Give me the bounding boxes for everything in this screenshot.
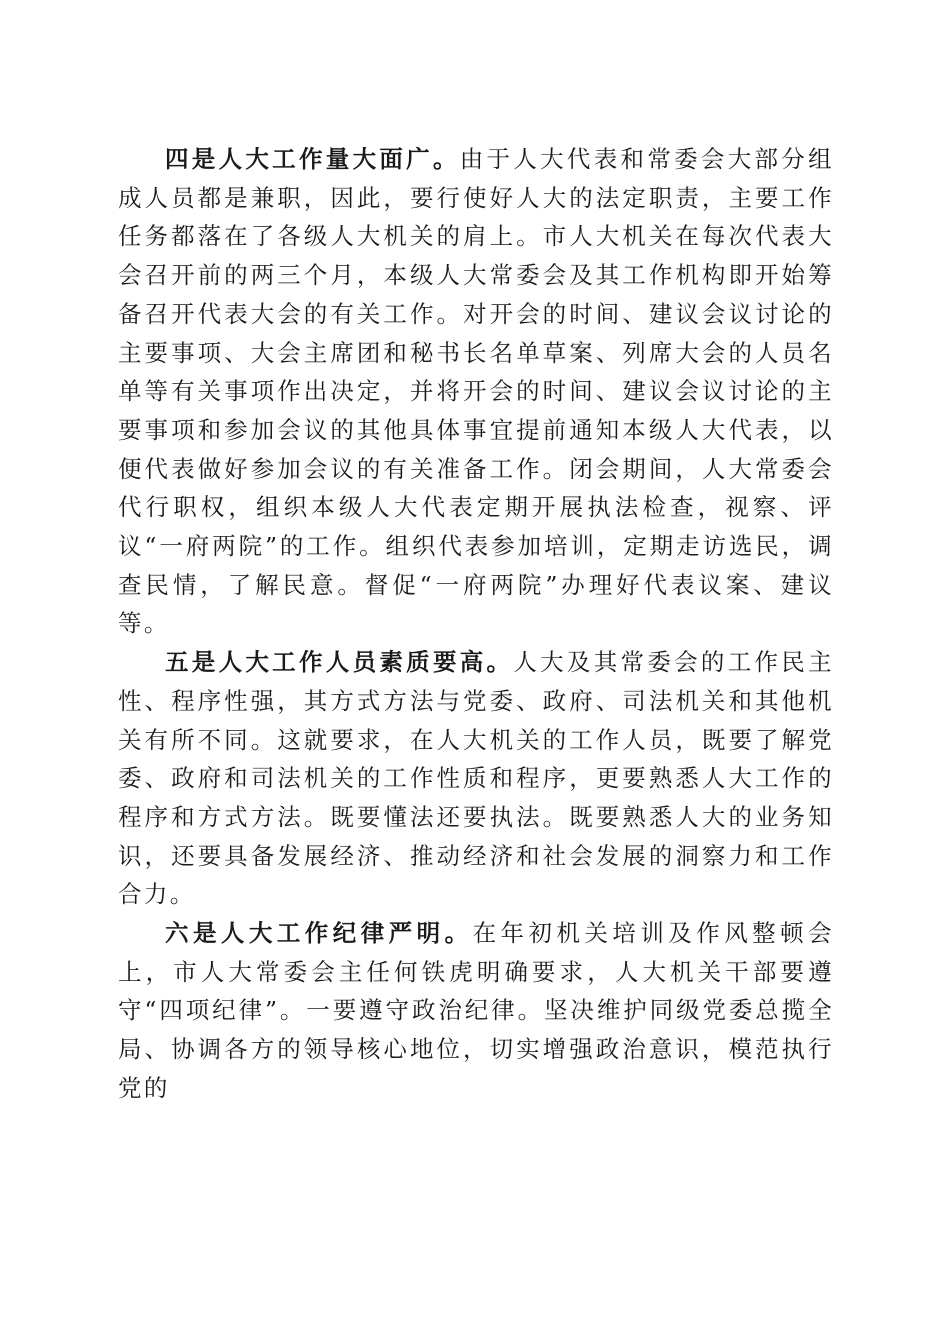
paragraph-text: 由于人大代表和常委会大部分组成人员都是兼职，因此，要行使好人大的法定职责，主要工作任务都落在了各级人大机关的肩上。市人大机关在每次代表大会召开前的两三个月，本级人大常委会及其工作机构即开始筹备召开代表大会的有关工作。对开会的时间、建议会议讨论的主要事项、大会主席团和秘书长名单草案、列席大会的人员名单等有关事项作出决定，并将开会的时间、建议会议讨论的主要事项和参加会议的其他具体事宜提前通知本级人大代表，以便代表做好参加会议的有关准备工作。闭会期间，人大常委会代行职权，组织本级人大代表定期开展执法检查，视察、评议“一府两院”的工作。组织代表参加培训，定期走访选民，调查民情，了解民意。督促“一府两院”办理好代表议案、建议等。 [118, 145, 834, 638]
document-body [118, 140, 834, 1108]
paragraph-staff-quality [118, 643, 834, 914]
paragraph-lead: 四是人大工作量大面广。 [165, 145, 460, 173]
paragraph-lead: 六是人大工作纪律严明。 [165, 919, 473, 948]
paragraph-lead: 五是人大工作人员素质要高。 [165, 648, 514, 677]
paragraph-workload [118, 140, 834, 643]
paragraph-discipline [118, 914, 834, 1108]
paragraph-text: 在年初机关培训及作风整顿会上，市人大常委会主任何铁虎明确要求，人大机关干部要遵守“四项纪律”。一要遵守政治纪律。坚决维护同级党委总揽全局、协调各方的领导核心地位，切实增强政治意识，模范执行党的 [118, 919, 835, 1102]
paragraph-text: 人大及其常委会的工作民主性、程序性强，其方式方法与党委、政府、司法机关和其他机关有所不同。这就要求，在人大机关的工作人员，既要了解党委、政府和司法机关的工作性质和程序，更要熟悉人大工作的程序和方式方法。既要懂法还要执法。既要熟悉人大的业务知识，还要具备发展经济、推动经济和社会发展的洞察力和工作合力。 [118, 648, 834, 909]
